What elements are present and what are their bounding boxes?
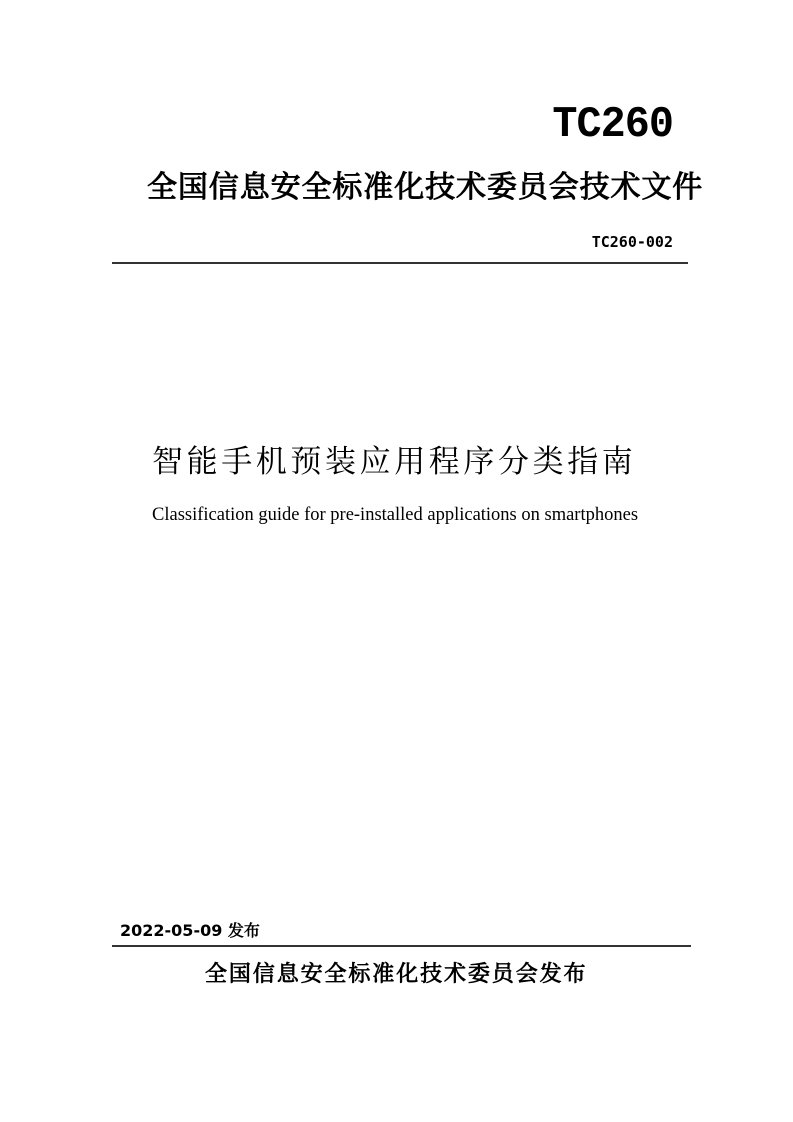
release-date-line bbox=[120, 920, 260, 942]
document-title-english: Classification guide for pre-installed applications on smartphones bbox=[152, 505, 639, 525]
document-title-chinese: 智能手机预装应用程序分类指南 bbox=[152, 444, 637, 480]
document-number: TC260-002 bbox=[591, 233, 673, 251]
committee-code: TC260 bbox=[552, 100, 673, 150]
header-divider bbox=[112, 262, 688, 264]
release-label: 发布 bbox=[227, 921, 260, 940]
document-type-heading: 全国信息安全标准化技术委员会技术文件 bbox=[147, 170, 704, 205]
footer-divider bbox=[112, 945, 691, 947]
release-date: 2022-05-09 bbox=[120, 921, 223, 940]
publisher: 全国信息安全标准化技术委员会发布 bbox=[205, 962, 588, 987]
